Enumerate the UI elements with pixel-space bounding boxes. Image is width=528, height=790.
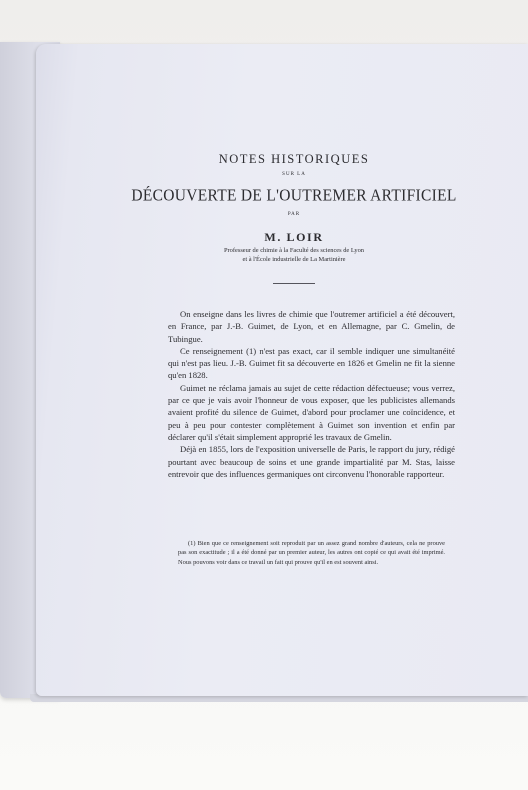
title-connector-sur-la: SUR LA <box>282 172 306 177</box>
body-text-block <box>168 308 455 480</box>
title-divider-rule <box>273 283 315 284</box>
title-line-notes-historiques: NOTES HISTORIQUES <box>218 152 370 166</box>
author-affiliation-line-2: et à l'École industrielle de La Martinière <box>242 256 346 263</box>
author-affiliation-line-1: Professeur de chimie à la Faculté des sciences de Lyon <box>223 247 364 254</box>
footnote-text: (1) Bien que ce renseignement soit reproduit par un assez grand nombre d'auteurs, cela ne prouve pas son exactitude ; il a été donné par un premier auteur, les autres ont copié ce qui avait été imprimé. Nous pouvons voir dans ce travail un fait qui prouve qu'il en est souvent ainsi. <box>178 540 445 566</box>
footnote-block <box>178 539 445 567</box>
body-paragraph: Déjà en 1855, lors de l'exposition universelle de Paris, le rapport du jury, rédigé pourtant avec beaucoup de soins et une grande impartialité par M. Stas, laisse entrevoir que des influences germaniques ont circonvenu l'honorable rapporteur. <box>168 444 455 479</box>
body-paragraph: Ce renseignement (1) n'est pas exact, car il semble indiquer une simultanéité qui n'est pas lieu. J.-B. Guimet fit sa découverte en 1826 et Gmelin ne fit la sienne qu'en 1828. <box>168 345 455 381</box>
title-line-decouverte: DÉCOUVERTE DE L'OUTREMER ARTIFICIEL <box>131 185 457 205</box>
title-connector-par: PAR <box>287 212 301 217</box>
document-page <box>36 44 528 696</box>
author-name: M. LOIR <box>264 230 324 244</box>
body-paragraph: Guimet ne réclama jamais au sujet de cette rédaction défectueuse; vous verrez, par ce que je vais avoir l'honneur de vous exposer, que les publicistes allemands avaient profité du silence de Guimet, d'abord pour proclamer une coïncidence, et peu à peu pour contester complètement à Guimet son invention et enfin par déclarer qu'il s'était simplement approprié les travaux de Gmelin. <box>168 382 455 442</box>
body-paragraph: On enseigne dans les livres de chimie que l'outremer artificiel a été découvert, en France, par J.-B. Guimet, de Lyon, et en Allemagne, par C. Gmelin, de Tubingue. <box>168 309 455 344</box>
